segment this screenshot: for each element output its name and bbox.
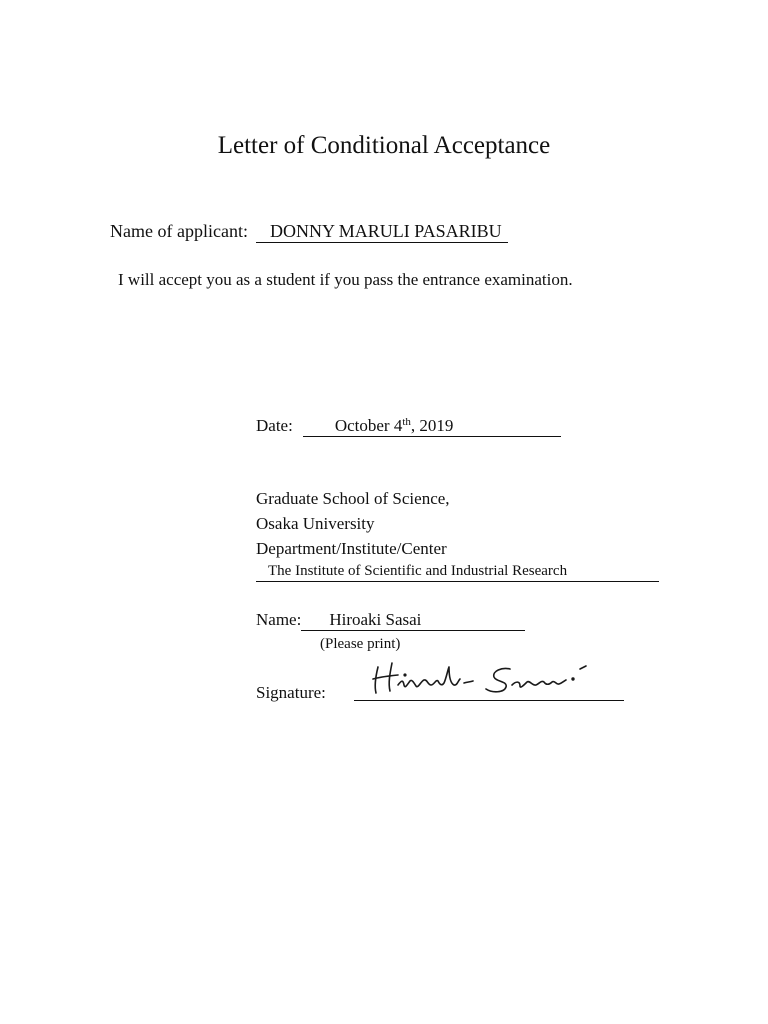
school-name: Graduate School of Science,: [256, 489, 450, 508]
signatory-name: Hiroaki Sasai: [301, 609, 525, 631]
print-note: (Please print): [320, 636, 401, 652]
applicant-row: [110, 219, 508, 243]
signature-label: Signature:: [256, 683, 326, 702]
signatory-name-label: Name:: [256, 610, 302, 629]
applicant-label: Name of applicant:: [110, 221, 248, 241]
acceptance-statement: I will accept you as a student if you pass the entrance examination.: [118, 270, 573, 289]
organization-block: [256, 486, 450, 561]
signatory-name-row: [256, 608, 525, 632]
handwritten-signature: [370, 655, 600, 701]
date-ordinal: th: [402, 416, 411, 428]
university-name: Osaka University: [256, 514, 375, 533]
date-value: [303, 415, 561, 437]
document-title: Letter of Conditional Acceptance: [217, 132, 551, 159]
institute-name: The Institute of Scientific and Industrial Research: [256, 561, 659, 582]
date-row: [256, 414, 561, 438]
date-year: , 2019: [410, 416, 454, 435]
department-label: Department/Institute/Center: [256, 539, 447, 558]
date-label: Date:: [256, 416, 293, 435]
date-month-day: October 4: [334, 416, 403, 435]
signature-row: [256, 681, 326, 705]
applicant-name: DONNY MARULI PASARIBU: [256, 220, 508, 243]
